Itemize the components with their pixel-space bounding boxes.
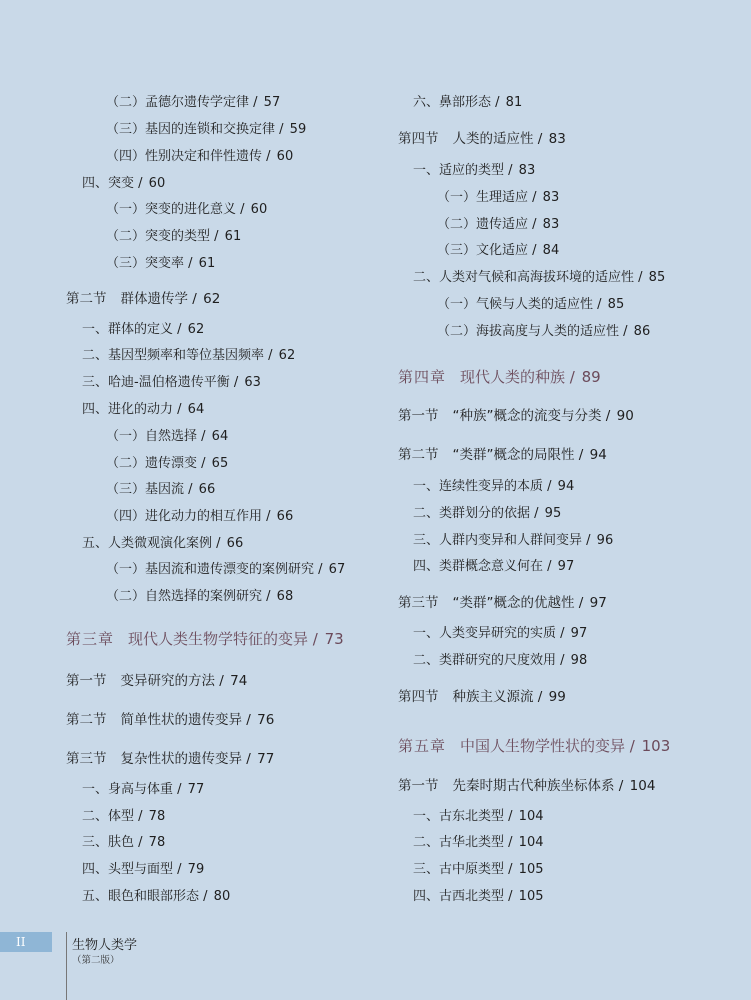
toc-entry-separator: /	[173, 782, 186, 797]
toc-entry-page: 68	[276, 589, 294, 604]
toc-entry-title: 简单性状的遗传变异	[120, 712, 242, 728]
toc-entry-separator: /	[634, 270, 647, 285]
toc-entry-page: 62	[203, 291, 221, 307]
toc-entry-number: 第一节	[398, 408, 439, 424]
toc-entry-page: 74	[230, 673, 248, 689]
toc-entry-separator: /	[533, 689, 547, 705]
toc-entry-page: 105	[518, 889, 544, 904]
toc-entry-page: 73	[324, 630, 344, 648]
toc-entry-page: 85	[607, 297, 625, 312]
toc-entry-title: 二、体型	[82, 809, 135, 824]
toc-entry-title: 种族主义源流	[452, 689, 534, 705]
toc-entry-title: 二、基因型频率和等位基因频率	[82, 348, 265, 363]
toc-entry-title: 四、古西北类型	[413, 889, 505, 904]
toc-entry-separator: /	[565, 368, 580, 386]
toc-entry-separator: /	[556, 626, 569, 641]
toc-entry-separator: /	[197, 456, 210, 471]
toc-item-entry	[82, 781, 204, 799]
toc-entry-title: 一、人类变异研究的实质	[413, 626, 557, 641]
toc-entry-separator: /	[242, 712, 256, 728]
toc-sub-entry	[106, 588, 293, 606]
toc-entry-page: 104	[629, 778, 656, 794]
toc-entry-page: 86	[633, 324, 651, 339]
toc-entry-number: 第一节	[66, 673, 107, 689]
toc-entry-number: 第五章	[398, 737, 447, 755]
toc-entry-separator: /	[528, 243, 541, 258]
page-number-tab	[0, 932, 52, 952]
toc-entry-title: 群体遗传学	[120, 291, 188, 307]
toc-entry-separator: /	[533, 131, 547, 147]
toc-item-entry	[82, 347, 295, 365]
toc-item-entry	[82, 535, 243, 553]
toc-entry-page: 81	[505, 95, 523, 110]
toc-sub-entry	[106, 561, 345, 579]
toc-item-entry	[82, 401, 204, 419]
toc-entry-page: 89	[581, 368, 601, 386]
toc-sub-entry	[106, 228, 241, 246]
toc-entry-title: （一）基因流和遗传漂变的案例研究	[106, 562, 315, 577]
book-edition: （第二版）	[72, 955, 120, 966]
book-title: 生物人类学	[72, 938, 138, 953]
toc-section-entry	[398, 688, 566, 706]
toc-section-entry	[398, 594, 607, 612]
toc-entry-title: （三）突变率	[106, 256, 185, 271]
toc-entry-number: 第一节	[398, 778, 439, 794]
toc-entry-title: （一）自然选择	[106, 429, 198, 444]
toc-entry-separator: /	[625, 737, 640, 755]
toc-section-entry	[66, 672, 247, 690]
toc-section-entry	[398, 130, 566, 148]
toc-entry-page: 85	[648, 270, 666, 285]
toc-entry-page: 94	[589, 447, 607, 463]
toc-entry-title: 一、古东北类型	[413, 809, 505, 824]
toc-item-entry	[413, 834, 544, 852]
toc-entry-title: （一）突变的进化意义	[106, 202, 237, 217]
toc-entry-page: 104	[518, 809, 544, 824]
toc-entry-separator: /	[528, 190, 541, 205]
toc-entry-separator: /	[528, 217, 541, 232]
toc-entry-separator: /	[134, 835, 147, 850]
toc-entry-title: 四、突变	[82, 176, 135, 191]
toc-item-entry	[82, 808, 165, 826]
toc-entry-title: 先秦时期古代种族坐标体系	[452, 778, 615, 794]
toc-item-entry	[413, 505, 561, 523]
toc-item-entry	[413, 652, 587, 670]
toc-entry-page: 90	[616, 408, 634, 424]
toc-entry-title: （二）遗传适应	[437, 217, 529, 232]
toc-entry-page: 65	[211, 456, 229, 471]
toc-item-entry	[413, 861, 544, 879]
toc-entry-page: 66	[198, 482, 216, 497]
toc-entry-number: 第二节	[66, 291, 107, 307]
toc-entry-separator: /	[173, 402, 186, 417]
toc-entry-separator: /	[173, 862, 186, 877]
toc-entry-title: （一）气候与人类的适应性	[437, 297, 594, 312]
toc-entry-title: 二、古华北类型	[413, 835, 505, 850]
toc-entry-separator: /	[184, 482, 197, 497]
toc-entry-page: 83	[542, 217, 560, 232]
toc-entry-page: 67	[328, 562, 346, 577]
toc-entry-separator: /	[262, 509, 275, 524]
toc-entry-separator: /	[215, 673, 229, 689]
toc-entry-title: 三、肤色	[82, 835, 135, 850]
toc-item-entry	[413, 94, 522, 112]
toc-sub-entry	[106, 508, 293, 526]
toc-entry-page: 98	[570, 653, 588, 668]
toc-entry-page: 60	[250, 202, 268, 217]
toc-entry-page: 66	[226, 536, 244, 551]
toc-entry-separator: /	[262, 149, 275, 164]
toc-entry-page: 66	[276, 509, 294, 524]
toc-entry-page: 78	[148, 835, 166, 850]
toc-entry-title: “类群”概念的优越性	[452, 595, 575, 611]
toc-entry-page: 61	[224, 229, 242, 244]
toc-entry-separator: /	[229, 375, 243, 390]
toc-entry-separator: /	[574, 595, 588, 611]
toc-sub-entry	[437, 189, 559, 207]
toc-entry-page: 105	[518, 862, 544, 877]
toc-sub-entry	[106, 201, 267, 219]
toc-entry-separator: /	[504, 809, 517, 824]
toc-item-entry	[413, 888, 544, 906]
toc-entry-separator: /	[504, 889, 517, 904]
toc-entry-page: 78	[148, 809, 166, 824]
toc-entry-title: 中国人生物学性状的变异	[460, 737, 626, 755]
toc-entry-separator: /	[614, 778, 628, 794]
toc-entry-title: 三、哈迪-温伯格遗传平衡	[82, 375, 230, 390]
toc-entry-separator: /	[574, 447, 588, 463]
toc-entry-number: 第四节	[398, 689, 439, 705]
toc-entry-page: 64	[187, 402, 205, 417]
toc-entry-separator: /	[210, 229, 223, 244]
toc-section-entry	[66, 750, 274, 768]
toc-entry-title: 五、人类微观演化案例	[82, 536, 213, 551]
toc-entry-page: 95	[544, 506, 562, 521]
toc-entry-title: 现代人类生物学特征的变异	[128, 630, 309, 648]
toc-entry-number: 第三节	[398, 595, 439, 611]
toc-entry-separator: /	[212, 536, 225, 551]
toc-section-entry	[398, 777, 655, 795]
toc-entry-title: （三）文化适应	[437, 243, 529, 258]
toc-sub-entry	[106, 455, 228, 473]
toc-entry-page: 60	[276, 149, 294, 164]
toc-entry-title: （二）突变的类型	[106, 229, 211, 244]
toc-item-entry	[413, 162, 535, 180]
toc-entry-separator: /	[593, 297, 606, 312]
toc-entry-separator: /	[504, 163, 517, 178]
toc-entry-title: 三、古中原类型	[413, 862, 505, 877]
toc-entry-number: 第二节	[398, 447, 439, 463]
toc-entry-separator: /	[262, 589, 275, 604]
toc-entry-page: 76	[257, 712, 275, 728]
toc-entry-title: 一、连续性变异的本质	[413, 479, 544, 494]
toc-entry-page: 59	[289, 122, 307, 137]
toc-entry-title: 一、身高与体重	[82, 782, 174, 797]
toc-entry-separator: /	[249, 95, 262, 110]
toc-entry-title: 三、人群内变异和人群间变异	[413, 533, 583, 548]
toc-entry-page: 83	[518, 163, 536, 178]
toc-section-entry	[66, 711, 274, 729]
toc-entry-separator: /	[188, 291, 202, 307]
toc-entry-page: 79	[187, 862, 205, 877]
toc-entry-title: 二、类群划分的依据	[413, 506, 531, 521]
toc-entry-page: 64	[211, 429, 229, 444]
toc-sub-entry	[437, 216, 559, 234]
toc-entry-title: 四、头型与面型	[82, 862, 174, 877]
toc-entry-separator: /	[184, 256, 197, 271]
toc-entry-number: 第二节	[66, 712, 107, 728]
toc-entry-title: 四、类群概念意义何在	[413, 559, 544, 574]
toc-entry-separator: /	[582, 533, 595, 548]
toc-entry-number: 第三节	[66, 751, 107, 767]
toc-entry-page: 60	[148, 176, 166, 191]
toc-entry-page: 104	[518, 835, 544, 850]
toc-entry-title: （二）海拔高度与人类的适应性	[437, 324, 620, 339]
toc-item-entry	[413, 478, 574, 496]
toc-item-entry	[413, 269, 665, 287]
toc-entry-separator: /	[314, 562, 327, 577]
toc-item-entry	[82, 175, 165, 193]
toc-entry-page: 97	[589, 595, 607, 611]
toc-entry-number: 第四节	[398, 131, 439, 147]
toc-entry-separator: /	[504, 835, 517, 850]
toc-entry-title: 人类的适应性	[452, 131, 534, 147]
toc-section-entry	[398, 446, 607, 464]
toc-entry-page: 63	[244, 375, 261, 390]
toc-entry-page: 103	[641, 737, 671, 755]
toc-item-entry	[82, 374, 261, 392]
toc-entry-separator: /	[556, 653, 569, 668]
toc-entry-separator: /	[134, 176, 147, 191]
toc-sub-entry	[437, 323, 650, 341]
toc-entry-separator: /	[504, 862, 517, 877]
toc-entry-title: （二）遗传漂变	[106, 456, 198, 471]
toc-entry-title: 五、眼色和眼部形态	[82, 889, 200, 904]
toc-chapter-entry	[398, 368, 601, 386]
toc-sub-entry	[106, 481, 215, 499]
toc-entry-title: 现代人类的种族	[460, 368, 566, 386]
toc-entry-title: “类群”概念的局限性	[452, 447, 575, 463]
toc-sub-entry	[106, 121, 306, 139]
toc-entry-title: 六、鼻部形态	[413, 95, 492, 110]
toc-entry-title: 四、进化的动力	[82, 402, 174, 417]
toc-chapter-entry	[398, 737, 670, 755]
toc-entry-title: （二）孟德尔遗传学定律	[106, 95, 250, 110]
toc-entry-separator: /	[543, 479, 556, 494]
toc-entry-separator: /	[275, 122, 288, 137]
toc-entry-title: （三）基因流	[106, 482, 185, 497]
toc-entry-page: 97	[557, 559, 575, 574]
toc-item-entry	[82, 861, 204, 879]
toc-entry-page: 84	[542, 243, 560, 258]
toc-entry-separator: /	[242, 751, 256, 767]
toc-entry-separator: /	[543, 559, 556, 574]
toc-entry-page: 77	[187, 782, 205, 797]
toc-entry-separator: /	[197, 429, 210, 444]
toc-entry-separator: /	[601, 408, 615, 424]
toc-item-entry	[82, 888, 230, 906]
toc-sub-entry	[106, 94, 280, 112]
footer-divider	[66, 932, 67, 1000]
toc-entry-page: 99	[548, 689, 566, 705]
toc-entry-title: 一、适应的类型	[413, 163, 505, 178]
toc-entry-title: 变异研究的方法	[120, 673, 215, 689]
toc-sub-entry	[437, 242, 559, 260]
toc-item-entry	[413, 808, 544, 826]
toc-entry-page: 83	[548, 131, 566, 147]
page-number: II	[16, 935, 26, 949]
toc-chapter-entry	[66, 630, 344, 648]
toc-entry-page: 96	[596, 533, 614, 548]
toc-section-entry	[66, 290, 220, 308]
toc-sub-entry	[106, 255, 215, 273]
toc-entry-title: （三）基因的连锁和交换定律	[106, 122, 276, 137]
toc-item-entry	[413, 558, 574, 576]
toc-entry-page: 62	[278, 348, 296, 363]
toc-entry-separator: /	[199, 889, 212, 904]
toc-item-entry	[82, 321, 204, 339]
toc-entry-page: 83	[542, 190, 560, 205]
toc-section-entry	[398, 407, 634, 425]
toc-entry-separator: /	[491, 95, 504, 110]
toc-entry-separator: /	[236, 202, 249, 217]
toc-item-entry	[413, 625, 587, 643]
toc-entry-page: 62	[187, 322, 205, 337]
toc-sub-entry	[437, 296, 624, 314]
toc-entry-separator: /	[308, 630, 323, 648]
toc-entry-separator: /	[530, 506, 543, 521]
toc-entry-title: （四）性别决定和伴性遗传	[106, 149, 263, 164]
toc-entry-title: （二）自然选择的案例研究	[106, 589, 263, 604]
toc-entry-title: “种族”概念的流变与分类	[452, 408, 602, 424]
toc-entry-page: 77	[257, 751, 275, 767]
toc-entry-page: 97	[570, 626, 588, 641]
toc-entry-separator: /	[134, 809, 147, 824]
toc-sub-entry	[106, 148, 293, 166]
toc-entry-separator: /	[173, 322, 186, 337]
toc-entry-page: 80	[213, 889, 231, 904]
toc-entry-title: 二、人类对气候和高海拔环境的适应性	[413, 270, 635, 285]
toc-entry-page: 94	[557, 479, 575, 494]
toc-entry-number: 第三章	[66, 630, 115, 648]
toc-entry-title: （四）进化动力的相互作用	[106, 509, 263, 524]
toc-entry-title: 一、群体的定义	[82, 322, 174, 337]
toc-entry-title: 复杂性状的遗传变异	[120, 751, 242, 767]
toc-item-entry	[82, 834, 165, 852]
toc-item-entry	[413, 532, 613, 550]
toc-entry-page: 57	[263, 95, 281, 110]
toc-sub-entry	[106, 428, 228, 446]
toc-entry-separator: /	[264, 348, 277, 363]
toc-entry-title: （一）生理适应	[437, 190, 529, 205]
toc-entry-separator: /	[619, 324, 632, 339]
toc-entry-number: 第四章	[398, 368, 447, 386]
toc-entry-title: 二、类群研究的尺度效用	[413, 653, 557, 668]
toc-entry-page: 61	[198, 256, 216, 271]
